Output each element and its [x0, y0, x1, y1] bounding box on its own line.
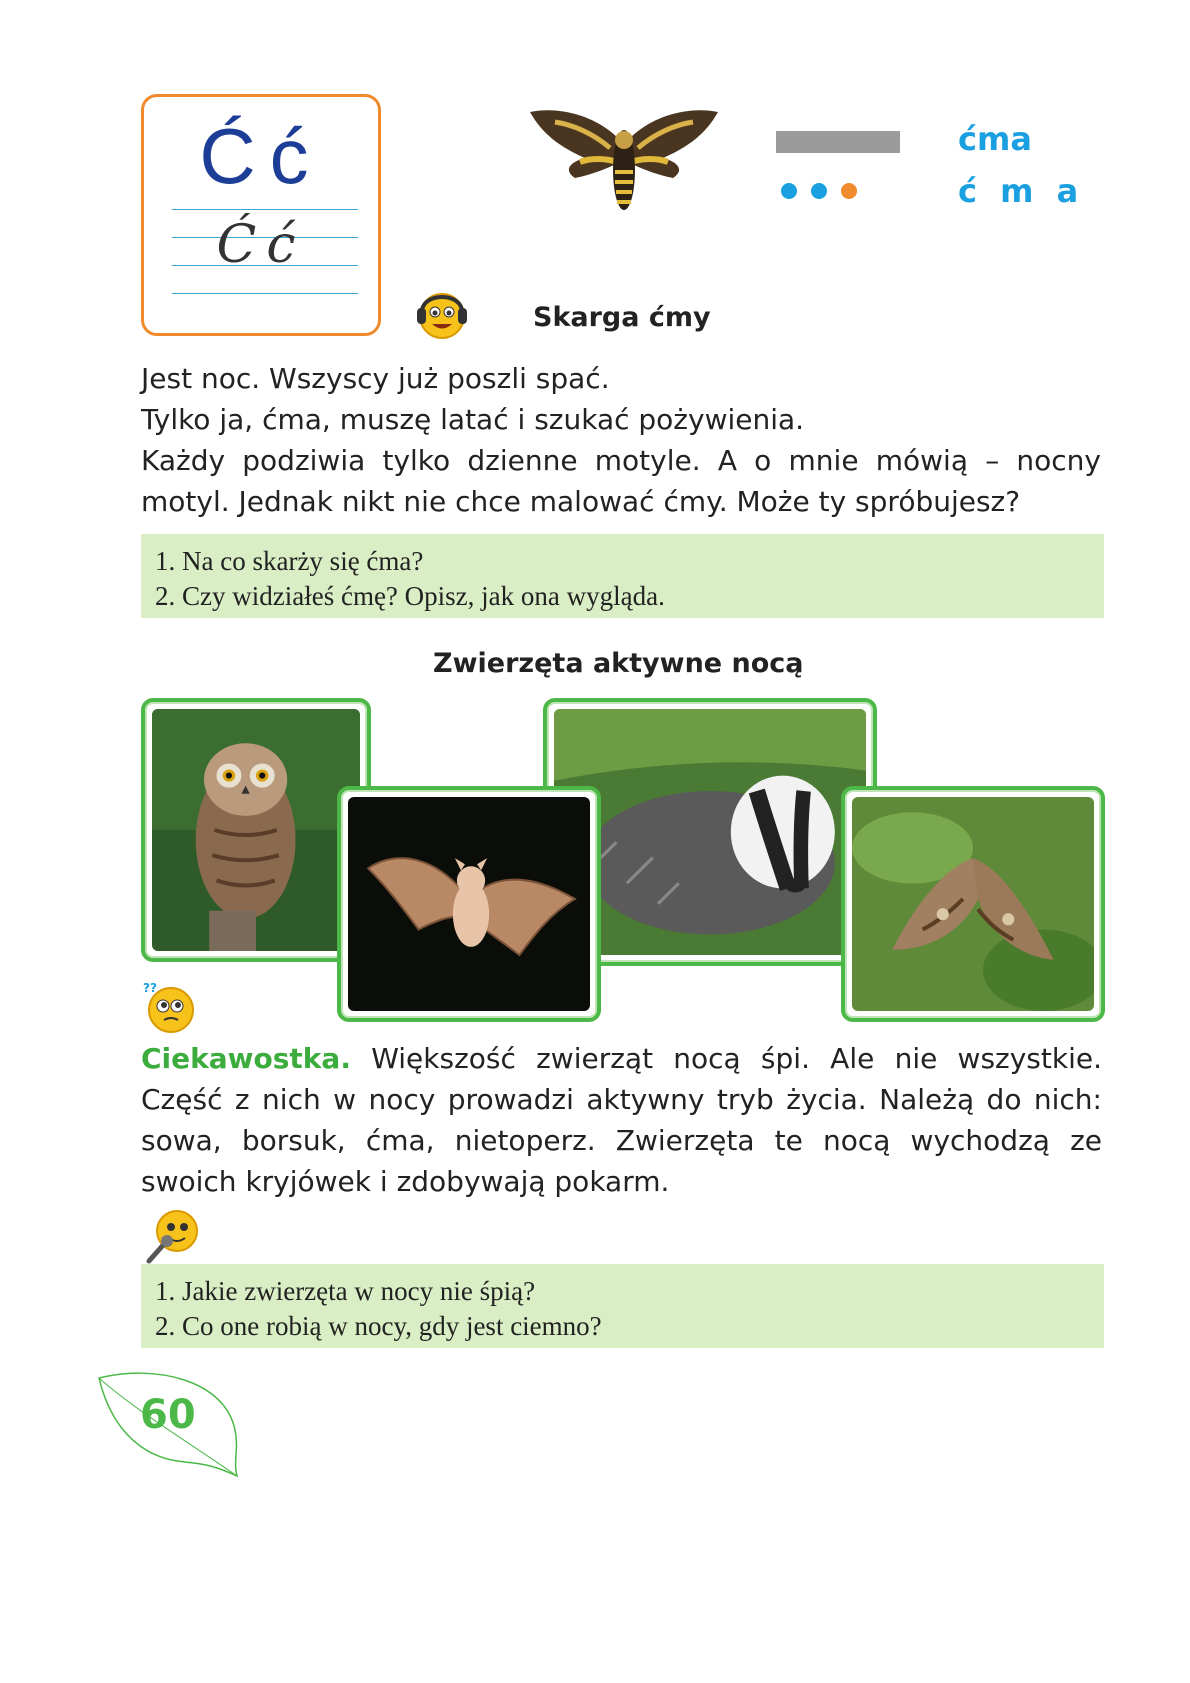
- questions-box: [141, 1264, 1104, 1348]
- writing-line: [172, 293, 358, 294]
- question: 2. Czy widziałeś ćmę? Opisz, jak ona wygląda.: [155, 581, 665, 611]
- questions-box: [141, 534, 1104, 618]
- word-bar: [776, 131, 900, 153]
- story-title: Skarga ćmy: [533, 302, 711, 333]
- question: 2. Co one robią w nocy, gdy jest ciemno?: [155, 1311, 602, 1341]
- moth-image: [852, 797, 1094, 1011]
- story-text: [141, 358, 1101, 522]
- question: 1. Jakie zwierzęta w nocy nie śpią?: [155, 1276, 536, 1306]
- page-number: 60: [140, 1392, 196, 1438]
- word-ćma: ćma: [958, 120, 1032, 158]
- print-lower: ć: [269, 112, 323, 200]
- fact-paragraph: [141, 1038, 1102, 1202]
- script-upper: Ć: [216, 215, 267, 275]
- svg-text:??: ??: [143, 981, 157, 995]
- thinking-smiley-icon: [141, 978, 199, 1036]
- sound-dot: [811, 183, 827, 199]
- moth-illustration: [525, 100, 723, 226]
- moth-photo: [841, 786, 1105, 1022]
- writing-line: [172, 209, 358, 210]
- microphone-smiley-icon: [141, 1205, 201, 1265]
- sound-dot: [841, 183, 857, 199]
- script-lower: ć: [266, 215, 306, 275]
- story-line: Każdy podziwia tylko dzienne motyle. A o mnie mówią – nocny motyl. Jednak nikt nie chce malować ćmy. Może ty spróbujesz?: [141, 444, 1101, 518]
- headphones-smiley-icon: [414, 286, 470, 342]
- sound-dot: [781, 183, 797, 199]
- print-letters: [144, 111, 378, 202]
- letter-card: [141, 94, 381, 336]
- print-upper: Ć: [199, 112, 270, 200]
- bat-image: [348, 797, 590, 1011]
- question: 1. Na co skarży się ćma?: [155, 546, 424, 576]
- fact-text: Większość zwierząt nocą śpi. Ale nie wszystkie. Część z nich w nocy prowadzi aktywny tryb życia. Należą do nich: sowa, borsuk, ćma, nietoperz. Zwierzęta te nocą wychodzą ze swoich kryjówek i zdobywają pokarm.: [141, 1042, 1102, 1198]
- word-split: ć m a: [958, 172, 1085, 210]
- script-letters: [144, 215, 378, 275]
- owl-image: [152, 709, 360, 951]
- fact-lead: Ciekawostka.: [141, 1042, 351, 1075]
- bat-photo: [337, 786, 601, 1022]
- story-line: Tylko ja, ćma, muszę latać i szukać pożywienia.: [141, 403, 805, 436]
- story-line: Jest noc. Wszyscy już poszli spać.: [141, 362, 610, 395]
- section-title: Zwierzęta aktywne nocą: [433, 648, 804, 679]
